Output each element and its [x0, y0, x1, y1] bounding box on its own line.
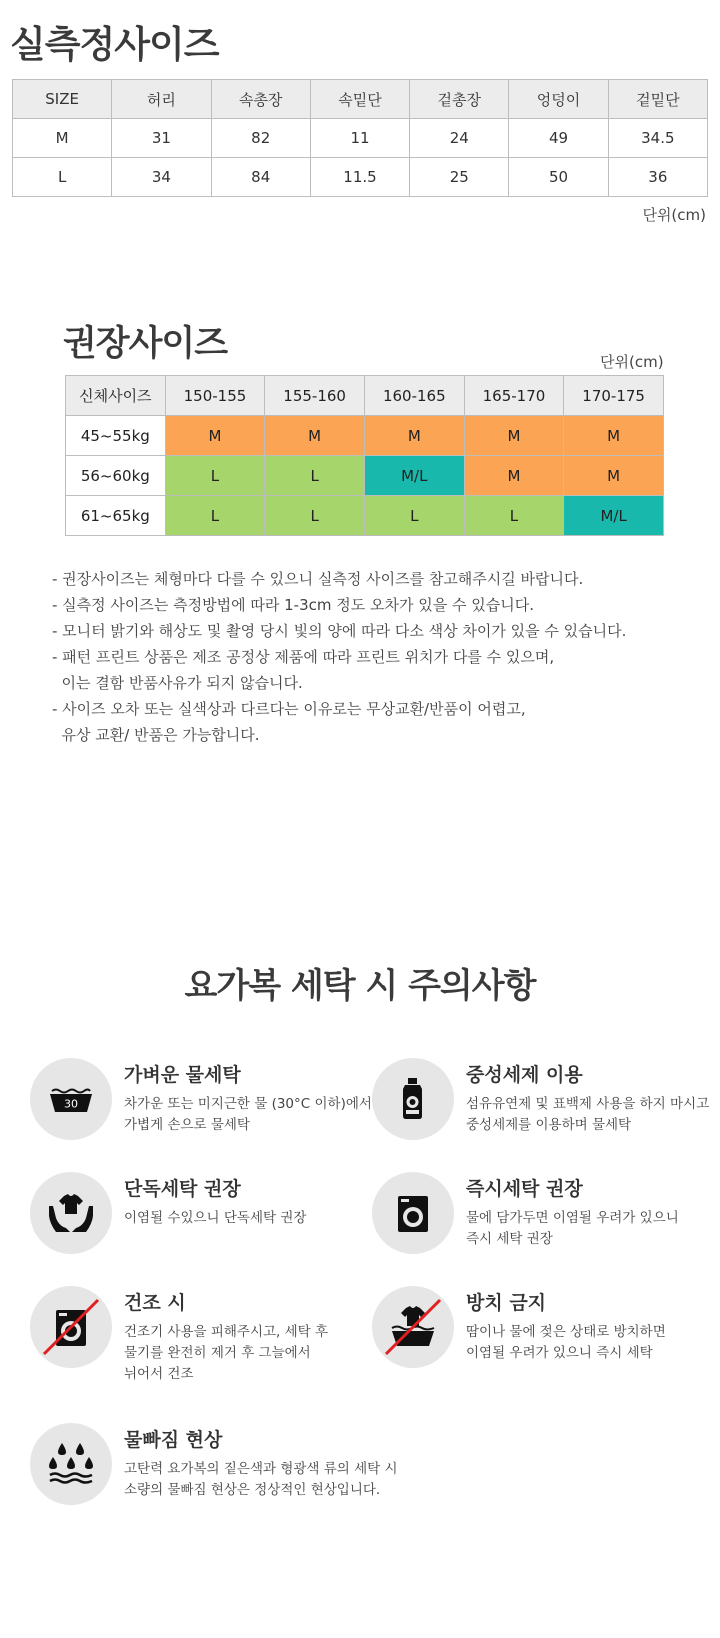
- table-cell: L: [13, 158, 112, 197]
- table-cell: M: [13, 119, 112, 158]
- header-cell: 겉밑단: [608, 80, 707, 119]
- size-cell: L: [265, 496, 365, 536]
- actual-size-title: 실측정사이즈: [10, 23, 219, 66]
- care-item-desc: 땀이나 물에 젖은 상태로 방치하면 이염될 우려가 있으니 즉시 세탁: [466, 1324, 666, 1361]
- care-item-wash-immediately: [372, 1172, 712, 1272]
- header-cell: 겉총장: [410, 80, 509, 119]
- recommended-size-table: [65, 375, 664, 536]
- weight-label: 45~55kg: [66, 416, 166, 456]
- header-cell: SIZE: [13, 80, 112, 119]
- note-line: 이는 결함 반품사유가 되지 않습니다.: [52, 674, 303, 692]
- table-cell: 34.5: [608, 119, 707, 158]
- care-item-desc: 물에 담가두면 이염될 우려가 있으니 즉시 세탁 권장: [466, 1210, 679, 1247]
- recommended-size-unit: 단위(cm): [600, 353, 664, 371]
- size-notes: [52, 566, 626, 748]
- no-soaking-icon: [372, 1286, 454, 1368]
- header-cell: 155-160: [265, 376, 365, 416]
- note-line: - 패턴 프린트 상품은 제조 공정상 제품에 따라 프린트 위치가 다를 수 있으며,: [52, 648, 555, 666]
- care-item-desc: 고탄력 요가복의 짙은색과 형광색 류의 세탁 시 소량의 물빠짐 현상은 정상적인 현상입니다.: [124, 1461, 398, 1498]
- size-cell: L: [265, 456, 365, 496]
- care-item-title: 물빠짐 현상: [124, 1429, 223, 1451]
- note-line: 유상 교환/ 반품은 가능합니다.: [52, 726, 260, 744]
- care-title: 요가복 세탁 시 주의사항: [184, 966, 536, 1006]
- header-cell: 165-170: [464, 376, 564, 416]
- size-cell: M/L: [564, 496, 664, 536]
- table-cell: 31: [112, 119, 211, 158]
- care-item-title: 단독세탁 권장: [124, 1178, 241, 1200]
- table-row: [13, 119, 708, 158]
- no-dryer-icon: [30, 1286, 112, 1368]
- note-line: - 권장사이즈는 체형마다 다를 수 있으니 실측정 사이즈를 참고해주시길 바랍니다.: [52, 570, 584, 588]
- header-cell: 160-165: [364, 376, 464, 416]
- weight-label: 56~60kg: [66, 456, 166, 496]
- size-cell: M: [265, 416, 365, 456]
- table-cell: 49: [509, 119, 608, 158]
- care-item-desc: 건조기 사용을 피해주시고, 세탁 후 물기를 완전히 제거 후 그늘에서 뉘어서 건조: [124, 1324, 329, 1382]
- note-line: - 모니터 밝기와 해상도 및 촬영 당시 빛의 양에 따라 다소 색상 차이가 있을 수 있습니다.: [52, 622, 627, 640]
- size-cell: M: [564, 456, 664, 496]
- care-item-title: 가벼운 물세탁: [124, 1064, 241, 1086]
- table-cell: 25: [410, 158, 509, 197]
- detergent-bottle-icon: [372, 1058, 454, 1140]
- care-item-title: 방치 금지: [466, 1292, 547, 1314]
- table-header-row: [13, 80, 708, 119]
- size-cell: L: [364, 496, 464, 536]
- hands-shirt-icon: [30, 1172, 112, 1254]
- size-cell: M: [464, 456, 564, 496]
- size-cell: M: [165, 416, 265, 456]
- table-cell: 50: [509, 158, 608, 197]
- table-cell: 34: [112, 158, 211, 197]
- header-cell: 허리: [112, 80, 211, 119]
- washing-basin-30-icon: [30, 1058, 112, 1140]
- table-cell: 11: [310, 119, 409, 158]
- header-cell: 속밑단: [310, 80, 409, 119]
- color-bleeding-drops-icon: [30, 1423, 112, 1505]
- size-cell: L: [165, 496, 265, 536]
- actual-size-unit: 단위(cm): [642, 206, 706, 224]
- care-item-color-bleeding: [30, 1423, 430, 1523]
- header-cell: 속총장: [211, 80, 310, 119]
- care-item-desc: 섬유유연제 및 표백제 사용을 하지 마시고 중성세제를 이용하며 물세탁: [466, 1096, 710, 1133]
- table-row: [66, 496, 664, 536]
- actual-size-table: [12, 79, 708, 197]
- care-item-hand-wash: [30, 1058, 370, 1158]
- table-row: [66, 456, 664, 496]
- svg-text:30: 30: [64, 1097, 78, 1111]
- table-cell: 82: [211, 119, 310, 158]
- table-cell: 36: [608, 158, 707, 197]
- care-item-neutral-detergent: [372, 1058, 712, 1158]
- care-item-drying: [30, 1286, 370, 1386]
- note-line: - 사이즈 오차 또는 실색상과 다르다는 이유로는 무상교환/반품이 어렵고,: [52, 700, 526, 718]
- table-row: [13, 158, 708, 197]
- size-cell: L: [464, 496, 564, 536]
- care-item-title: 중성세제 이용: [466, 1064, 583, 1086]
- size-cell: M: [364, 416, 464, 456]
- table-cell: 11.5: [310, 158, 409, 197]
- washing-machine-icon: [372, 1172, 454, 1254]
- size-cell: M: [464, 416, 564, 456]
- table-header-row: [66, 376, 664, 416]
- care-item-wash-separately: [30, 1172, 370, 1272]
- header-cell: 신체사이즈: [66, 376, 166, 416]
- table-cell: 84: [211, 158, 310, 197]
- table-cell: 24: [410, 119, 509, 158]
- recommended-size-title: 권장사이즈: [63, 324, 228, 364]
- header-cell: 엉덩이: [509, 80, 608, 119]
- weight-label: 61~65kg: [66, 496, 166, 536]
- care-item-title: 건조 시: [124, 1292, 186, 1314]
- size-cell: M/L: [364, 456, 464, 496]
- header-cell: 170-175: [564, 376, 664, 416]
- header-cell: 150-155: [165, 376, 265, 416]
- care-item-desc: 차가운 또는 미지근한 물 (30°C 이하)에서 가볍게 손으로 물세탁: [124, 1096, 372, 1133]
- size-cell: L: [165, 456, 265, 496]
- care-item-title: 즉시세탁 권장: [466, 1178, 583, 1200]
- note-line: - 실측정 사이즈는 측정방법에 따라 1-3cm 정도 오차가 있을 수 있습니다.: [52, 596, 534, 614]
- size-cell: M: [564, 416, 664, 456]
- table-row: [66, 416, 664, 456]
- care-item-no-leaving: [372, 1286, 712, 1386]
- care-item-desc: 이염될 수있으니 단독세탁 권장: [124, 1210, 307, 1226]
